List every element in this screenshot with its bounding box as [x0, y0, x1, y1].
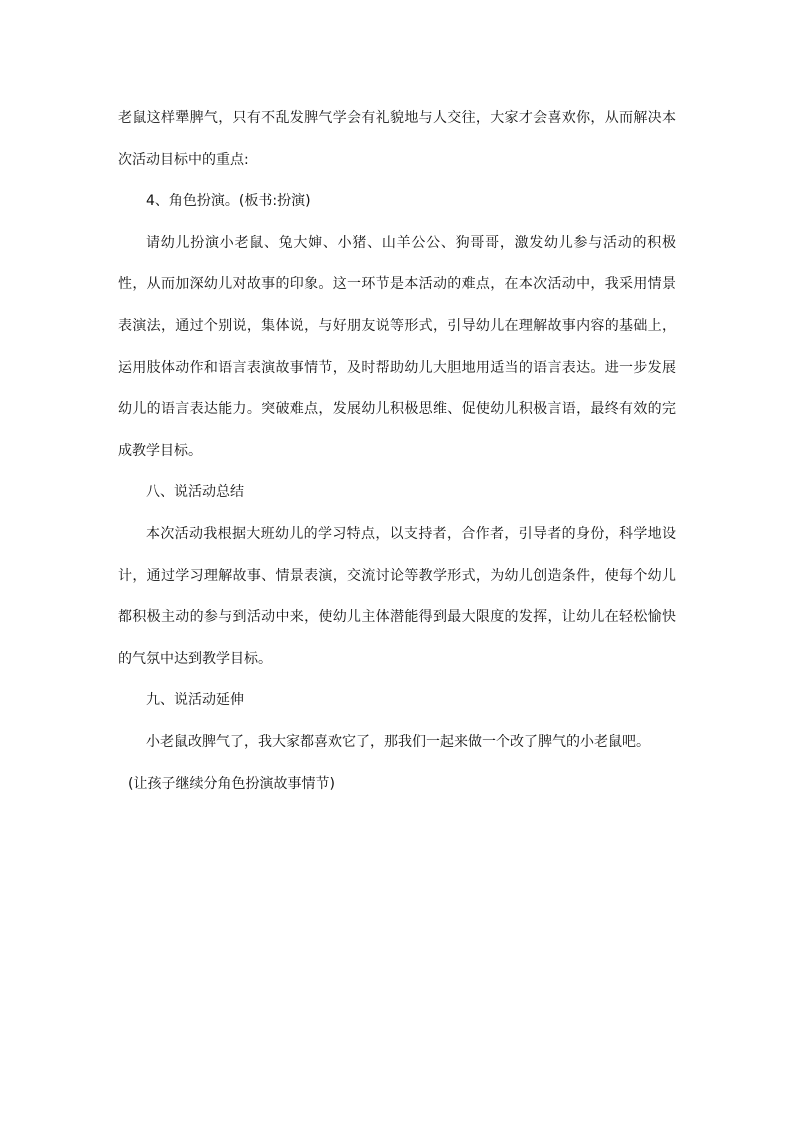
- document-body: [118, 98, 676, 805]
- paragraph-extension-note: (让孩子继续分角色扮演故事情节): [128, 775, 335, 792]
- section-heading-summary: 八、说活动总结: [146, 484, 244, 501]
- section-heading-extension: 九、说活动延伸: [146, 692, 244, 709]
- paragraph-extension: 小老鼠改脾气了，我大家都喜欢它了，那我们一起来做一个改了脾气的小老鼠吧。: [146, 733, 650, 750]
- paragraph-role-play: 请幼儿扮演小老鼠、兔大婶、小猪、山羊公公、狗哥哥，激发幼儿参与活动的积极性，从而加深幼儿对故事的印象。这一环节是本活动的难点，在本次活动中，我采用情景表演法，通过个别说，集体说，与好朋友说等形式，引导幼儿在理解故事内容的基础上，运用肢体动作和语言表演故事情节，及时帮助幼儿大胆地用适当的语言表达。进一步发展幼儿的语言表达能力。突破难点，发展幼儿积极思维、促使幼儿积极言语，最终有效的完成教学目标。: [118, 234, 676, 459]
- section-item-role-play: 4、角色扮演。(板书:扮演): [146, 193, 311, 210]
- paragraph-summary: 本次活动我根据大班幼儿的学习特点，以支持者，合作者，引导者的身份，科学地设计，通过学习理解故事、情景表演，交流讨论等教学形式，为幼儿创造条件，使每个幼儿都积极主动的参与到活动中来，使幼儿主体潜能得到最大限度的发挥，让幼儿在轻松愉快的气氛中达到教学目标。: [118, 525, 676, 667]
- paragraph-continuation: 老鼠这样犟脾气，只有不乱发脾气学会有礼貌地与人交往，大家才会喜欢你，从而解决本次活动目标中的重点:: [118, 110, 676, 168]
